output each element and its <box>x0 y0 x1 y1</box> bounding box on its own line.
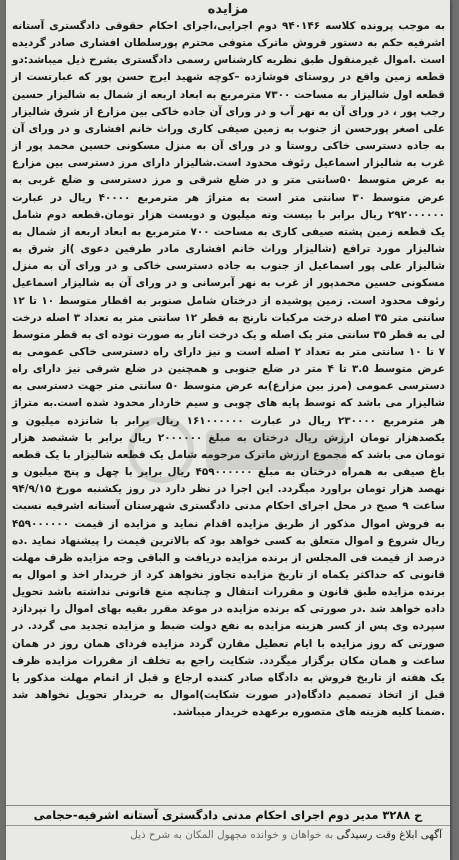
newspaper-notice <box>6 0 450 860</box>
next-notice-subtitle: به خواهان و خوانده مجهول المکان به شرح ذیل <box>130 829 334 841</box>
notice-body: به موجب پرونده کلاسه ۹۴۰۱۴۶ دوم اجرایی،اجرای احکام حقوقی دادگستری آستانه اشرفیه حکم به دستور فروش ماترک متوفی محترم پورسلطان افشاری صادر گردیده است .اموال غیرمنقول طبق نظریه کارشناس رسمی دادگستری بشرح ذیل میباشد:دو قطعه زمین واقع در روستای فوشازده –کوچه شهید ایرج حسن پور که عبارتست از قطعه اول شالیزار به مساحت ۷۳۰۰ مترمربع به ابعاد اربعه از شمال به شالیزار حسین رجب پور ، در ورای آن به نهر آب و در ورای آن جاده خاکی بین مزارع از شرق شالیزار علی اصغر پورحسن از جنوب به زمین صیفی کاری وراث خانم افشاری و در ورای آن به جاده دسترسی خاکی روستا و در ورای آن به منزل مسکونی حسین محمد پور از غرب به شالیزار اسماعیل رئوف محدود است.شالیزار دارای مرز دسترسی بین مزارع به عرض متوسط ۵۰سانتی متر و در ضلع شرقی و مرز دسترسی و ضلع غربی به عرض متوسط ۳۰ سانتی متر است به متراژ هر مترمربع ۴۰۰۰۰ ریال در عبارت ۲۹۲۰۰۰۰۰۰ ریال برابر با بیست ونه میلیون و دویست هزار تومان.قطعه دوم شامل یک قطعه زمین پشته صیفی کاری به مساحت ۷۰۰ مترمربع به ابعاد اربعه از شمال به شالیزار مورد ترافع (شالیزار وراث خانم افشاری مادر طرفین دعوی )از شرق به شالیزار علی پور اسماعیل از جنوب به جاده دسترسی خاکی و در ورای آن به منزل مسکونی حسین محمدپور از غرب به نهر آبرسانی و در ورای آن به شالیزار اسماعیل رئوف محدود است. زمین پوشیده از درختان شامل صنوبر به اقطار متوسط ۱۰ تا ۱۲ سانتی متر ۳۵ اصله درخت مرکبات نارنج به قطر ۱۲ سانتی متر به تعداد ۳ اصله درخت لی به قطر ۳۵ سانتی متر یک اصله و یک درخت انار به صورت توده ای به قطر متوسط ۷ تا ۱۰ سانتی متر به تعداد ۲ اصله است و نیز دارای راه دسترسی خاکی عمومی به عرض متوسط ۳.۵ تا ۴ متر در ضلع جنوبی و همچنین در ضلع شرقی نیز دارای راه دسترسی عمومی (مرز بین مزارع)به عرض متوسط ۵۰ سانتی متر جهت دسترسی به شالیزار می باشد که توسط پایه های چوبی و سیم خاردار محدود شده است.به متراژ هر مترمربع ۲۳۰۰۰۰ ریال در عبارت ۱۶۱۰۰۰۰۰۰ ریال برابر با شانزده میلیون و یکصدهزار تومان ارزش ریال درختان به مبلغ ۲۰۰۰۰۰۰ ریال برابر با ششصد هزار تومان می باشد که مجموع ارزش ماترک مرحومه شامل یک قطعه شالیزار با یک قطعه باغ صیفی به همراه درختان به مبلغ ۴۵۹۰۰۰۰۰۰ ریال برابر با چهل و پنج میلیون و نهصد هزار تومان براورد میگردد. این اجرا در نظر دارد در روز یکشنبه مورخ ۹۴/۹/۱۵ ساعت ۹ صبح در محل اجرای احکام مدنی دادگستری شهرستان آستانه اشرفیه نسبت به فروش اموال مذکور از طریق مزایده اقدام نماید و مزایده از قیمت ۴۵۹۰۰۰۰۰۰ ریال شروع و اموال متعلق به کسی خواهد بود که بالاترین قیمت را پیشنهاد نماید .ده درصد از قیمت فی المجلس از برنده مزایده دریافت و الباقی وجه مزایده ظرف مهلت قانونی که حداکثر یکماه از تاریخ مزایده تجاوز نخواهد کرد از خریدار اخذ و اموال به برنده مزایده طبق قانون و مقررات انتقال و چنانچه منع قانونی نداشته باشد تحویل داده خواهد شد .در صورتی که برنده مزایده در موعد مقرر بقیه بهای اموال را نپردازد سپرده وی پس از کسر هزینه مزایده به نفع دولت ضبط و مزایده تجدید می گردد. در صورتی که روز مزایده با ایام تعطیل مقارن گردد مزایده فردای همان روز در همان ساعت و همان مکان برگزار میگردد. شکایت راجع به تخلف از مقررات مزایده ظرف یک هفته از تاریخ فروش به دادگاه صادر کننده ارجاع و قبل از اتمام مهلت مذکور یا قبل از اتخاذ تصمیم دادگاه(در صورت شکایت)اموال به خریدار تحویل نخواهد شد .ضمنا کلیه هزینه های متصوره برعهده خریدار میباشد. <box>12 20 446 719</box>
notice-signature: ح ۳۲۸۸ مدیر دوم اجرای احکام مدنی دادگستری آستانه اشرفیه-حجامی <box>6 805 450 825</box>
next-notice-title: آگهی ابلاغ وقت رسیدگی <box>336 829 442 841</box>
next-notice-heading <box>6 825 450 844</box>
notice-title: مزایده <box>207 2 249 17</box>
